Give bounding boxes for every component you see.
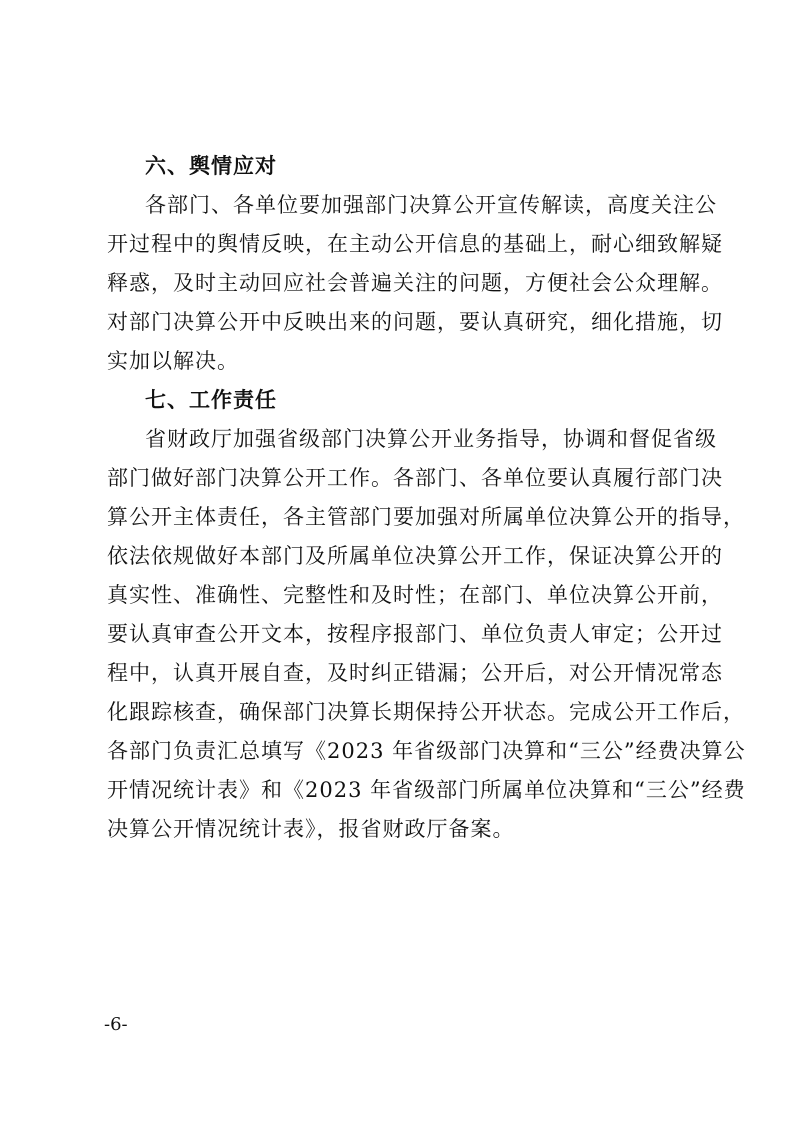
paragraph-line: 省财政厅加强省级部门决算公开业务指导，协调和督促省级 — [145, 427, 717, 451]
paragraph-line: 各部门负责汇总填写《2023 年省级部门决算和“三公”经费决算公 — [107, 739, 746, 763]
paragraph-line: 开过程中的舆情反映，在主动公开信息的基础上，耐心细致解疑 — [107, 232, 723, 256]
paragraph-line: 各部门、各单位要加强部门决算公开宣传解读，高度关注公 — [145, 193, 717, 217]
paragraph-line: 依法依规做好本部门及所属单位决算公开工作，保证决算公开的 — [107, 544, 723, 568]
paragraph-line: 要认真审查公开文本，按程序报部门、单位负责人审定；公开过 — [107, 622, 723, 646]
paragraph-line: 化跟踪核查，确保部门决算长期保持公开状态。完成公开工作后， — [107, 700, 745, 724]
paragraph-line: 决算公开情况统计表》，报省财政厅备案。 — [107, 817, 515, 841]
paragraph-line: 真实性、准确性、完整性和及时性；在部门、单位决算公开前， — [107, 583, 723, 607]
paragraph-line: 程中，认真开展自查，及时纠正错漏；公开后，对公开情况常态 — [107, 661, 723, 685]
section-heading-public-opinion: 六、舆情应对 — [145, 154, 277, 178]
section-heading-work-responsibility: 七、工作责任 — [145, 388, 277, 412]
paragraph-line: 释惑，及时主动回应社会普遍关注的问题，方便社会公众理解。 — [107, 271, 723, 295]
paragraph-line: 算公开主体责任，各主管部门要加强对所属单位决算公开的指导， — [107, 505, 745, 529]
paragraph-line: 开情况统计表》和《2023 年省级部门所属单位决算和“三公”经费 — [107, 778, 746, 802]
paragraph-line: 对部门决算公开中反映出来的问题，要认真研究，细化措施，切 — [107, 310, 723, 334]
paragraph-line: 部门做好部门决算公开工作。各部门、各单位要认真履行部门决 — [107, 466, 723, 490]
paragraph-line: 实加以解决。 — [107, 349, 239, 373]
page-number: -6- — [104, 1014, 128, 1035]
